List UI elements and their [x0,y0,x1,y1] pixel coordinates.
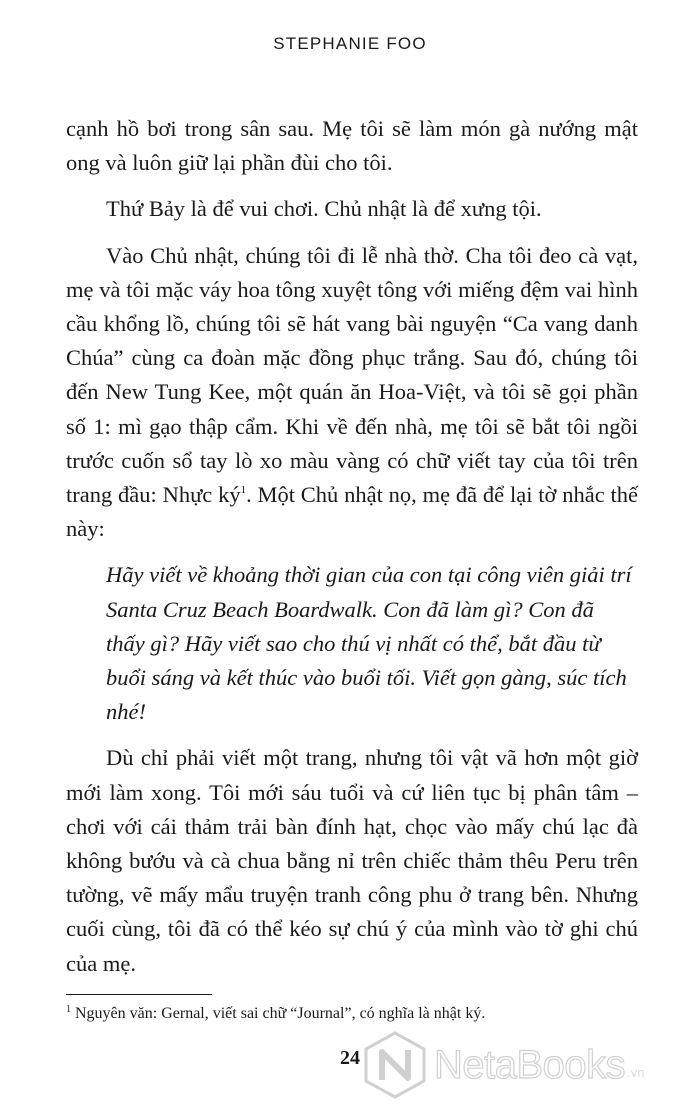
watermark [362,1028,692,1102]
paragraph-1: cạnh hồ bơi trong sân sau. Mẹ tôi sẽ làm món gà nướng mật ong và luôn giữ lại phần đùi cho tôi. [66,116,638,176]
watermark-suffix: .vn [627,1065,645,1080]
paragraph-2: Thứ Bảy là để vui chơi. Chủ nhật là để xưng tội. [106,196,542,222]
paragraph-4: Dù chỉ phải viết một trang, nhưng tôi vật vã hơn một giờ mới làm xong. Tôi mới sáu tuổi và cứ liên tục bị phân tâm – chơi với cái thảm trải bàn đính hạt, chọc vào mấy chú lạc đà không bướu và cà chua bằng nỉ trên chiếc thảm thêu Peru trên tường, vẽ mấy mẩu truyện tranh công phu ở trang bên. Nhưng cuối cùng, tôi đã có thể kéo sự chú ý của mình vào tờ ghi chú của mẹ. [66,745,638,976]
paragraph-3-text-b: . Một Chủ nhật nọ, mẹ đã để lại tờ nhắc thế này: [66,482,638,542]
paragraph-3 [66,239,638,547]
body-text [66,112,638,993]
footnote [66,1003,646,1025]
watermark-brand: NetaBooks [434,1042,626,1087]
running-head-author: STEPHANIE FOO [273,34,427,53]
footnote-text: Nguyên văn: Gernal, viết sai chữ “Journal”, có nghĩa là nhật ký. [75,1005,486,1022]
netabooks-logo-icon [362,1030,428,1100]
quoted-prompt: Hãy viết về khoảng thời gian của con tại công viên giải trí Santa Cruz Beach Boardwalk. Con đã làm gì? Con đã thấy gì? Hãy viết sao cho thú vị nhất có thể, bắt đầu từ buổi sáng và kết thúc vào buổi tối. Viết gọn gàng, súc tích nhé! [106,562,632,725]
footnote-marker: 1 [66,1004,71,1015]
footnote-reference: 1 [240,484,247,497]
page-number: 24 [340,1047,360,1069]
paragraph-3-text-a: Vào Chủ nhật, chúng tôi đi lễ nhà thờ. Cha tôi đeo cà vạt, mẹ và tôi mặc váy hoa tông xuyệt tông với miếng đệm vai hình cầu khổng lồ, chúng tôi sẽ hát vang bài nguyện “Ca vang danh Chúa” cùng ca đoàn mặc đồng phục trắng. Sau đó, chúng tôi đến New Tung Kee, một quán ăn Hoa-Việt, và tôi sẽ gọi phần số 1: mì gạo thập cẩm. Khi về đến nhà, mẹ tôi sẽ bắt tôi ngồi trước cuốn sổ tay lò xo màu vàng có chữ viết tay của tôi trên trang đầu: Nhực ký [66,242,638,508]
footnote-divider [66,994,212,995]
